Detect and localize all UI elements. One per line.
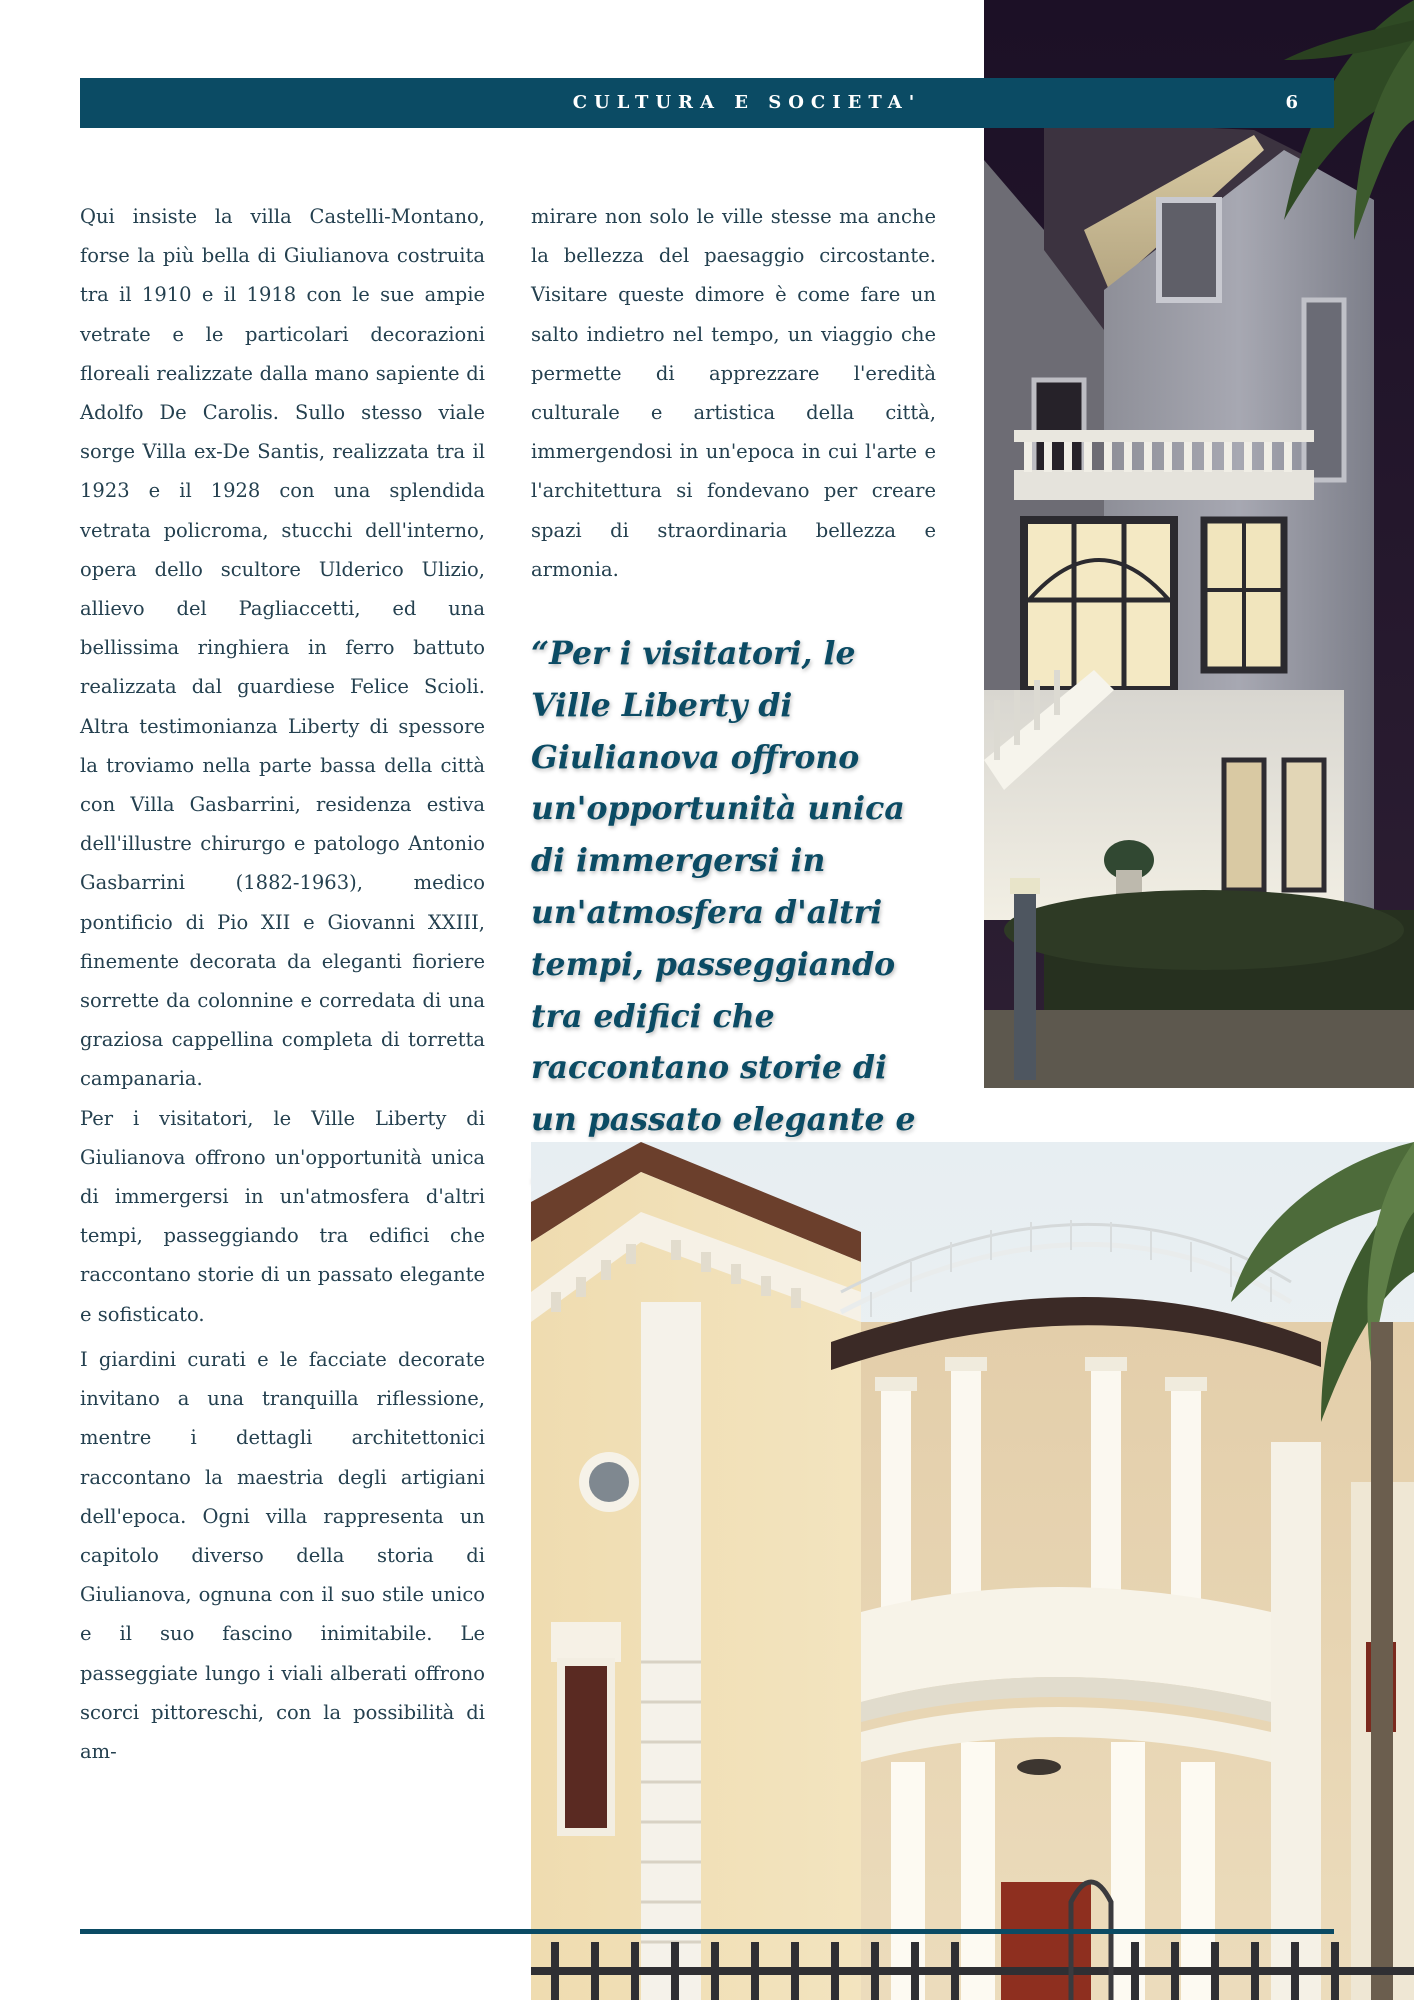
section-header-bar [80, 78, 1334, 128]
article-paragraph: mirare non solo le ville stesse ma anche la bellezza del paesaggio circostante. Visitare queste dimore è come fare un salto indietro nel tempo, un viaggio che permette di apprezzare l'eredità culturale e artistica della città, immergendosi in un'epoca in cui l'arte e l'architettura si fondevano per creare spazi di straordinaria bellezza e armonia. [531, 205, 936, 581]
article-column-left [80, 197, 485, 1771]
article-paragraph: I giardini curati e le facciate decorate invitano a una tranquilla riflessione, mentre i dettagli architettonici raccontano la maestria degli artigiani dell'epoca. Ogni villa rappresenta un capitolo diverso della storia di Giulianova, ognuna con il suo stile unico e il suo fascino inimitabile. Le passeggiate lungo i viali alberati offrono scorci pittoreschi, con la possibilità di am- [80, 1347, 485, 1763]
villa-night-photo [984, 0, 1414, 1088]
footer-divider [80, 1929, 1334, 1934]
article-paragraph: Per i visitatori, le Ville Liberty di Giulianova offrono un'opportunità unica di immergersi in un'atmosfera d'altri tempi, passeggiando tra edifici che raccontano storie di un passato elegante e sofisticato. [80, 1106, 485, 1326]
villa-day-photo [531, 1142, 1414, 2000]
page-number: 6 [1285, 92, 1298, 113]
section-title: CULTURA E SOCIETA' [572, 92, 922, 113]
article-paragraph: Qui insiste la villa Castelli-Montano, forse la più bella di Giulianova costruita tra il 1910 e il 1918 con le sue ampie vetrate e le particolari decorazioni floreali realizzate dalla mano sapiente di Adolfo De Carolis. Sullo stesso viale sorge Villa ex-De Santis, realizzata tra il 1923 e il 1928 con una splendida vetrata policroma, stucchi dell'interno, opera dello scultore Ulderico Ulizio, allievo del Pagliaccetti, ed una bellissima ringhiera in ferro battuto realizzata dal guardiese Felice Scioli. Altra testimonianza Liberty di spessore la troviamo nella parte bassa della città con Villa Gasbarrini, residenza estiva dell'illustre chirurgo e patologo Antonio Gasbarrini (1882-1963), medico pontificio di Pio XII e Giovanni XXIII, finemente decorata da eleganti fioriere sorrette da colonnine e corredata di una graziosa cappellina completa di torretta campanaria. [80, 205, 485, 1091]
pull-quote: “Per i visitatori, le Ville Liberty di Giulianova offrono un'opportunità unica di immergersi in un'atmosfera d'altri tempi, passeggiando tra edifici che raccontano storie di un passato elegante e [531, 635, 916, 1139]
article-column-middle [531, 197, 936, 589]
